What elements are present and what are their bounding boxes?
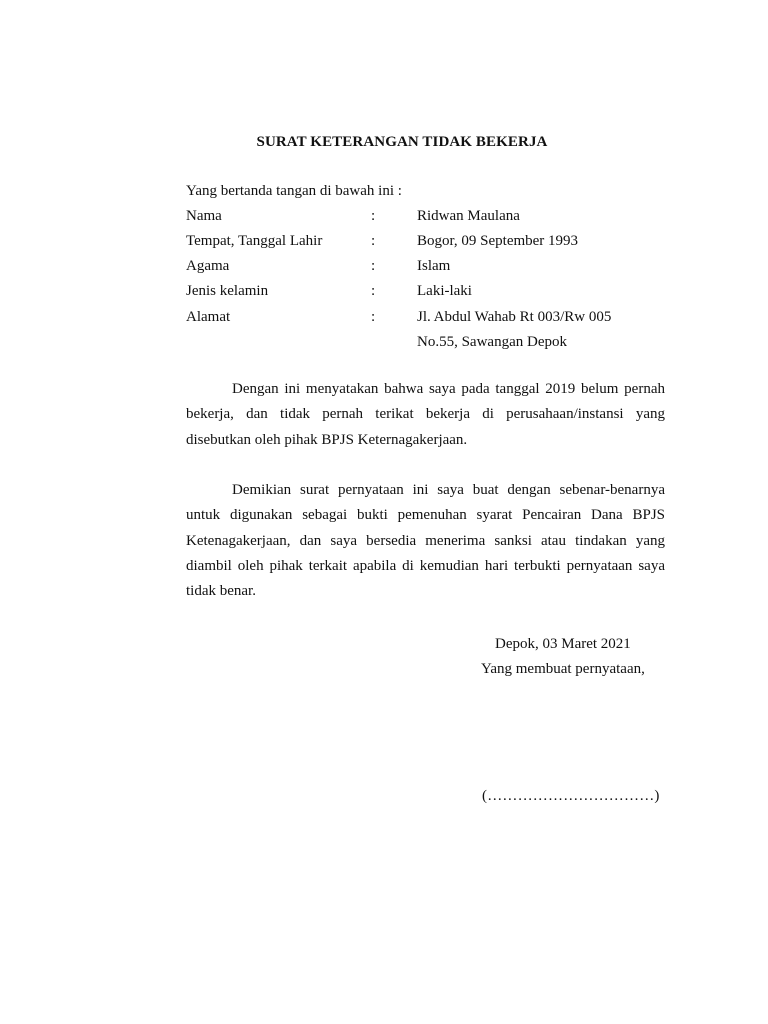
field-label: Alamat [186,309,231,325]
field-row-agama [186,258,666,278]
field-label: Tempat, Tanggal Lahir [186,233,323,249]
field-separator: : [371,208,376,224]
document-title: SURAT KETERANGAN TIDAK BEKERJA [256,134,548,150]
field-value: Jl. Abdul Wahab Rt 003/Rw 005 [417,309,612,325]
field-label: Jenis kelamin [186,283,269,299]
field-separator: : [371,309,376,325]
field-row-alamat-continued [186,334,666,354]
field-row-alamat [186,309,666,329]
intro-text: Yang bertanda tangan di bawah ini : [186,183,402,199]
field-value: Ridwan Maulana [417,208,520,224]
signature-placeholder: (……………………………) [482,788,660,804]
field-row-nama [186,208,666,228]
field-label: Nama [186,208,222,224]
statement-paragraph: Dengan ini menyatakan bahwa saya pada tanggal 2019 belum pernah bekerja, dan tidak pernah terikat bekerja di perusahaan/instansi yang disebutkan oleh pihak BPJS Keternagakerjaan. [186,381,665,448]
field-separator: : [371,283,376,299]
place-date: Depok, 03 Maret 2021 [495,636,631,652]
field-value: Islam [417,258,451,274]
maker-label: Yang membuat pernyataan, [481,661,645,677]
field-separator: : [371,233,376,249]
closing-paragraph: Demikian surat pernyataan ini saya buat dengan sebenar-benarnya untuk digunakan sebagai bukti pemenuhan syarat Pencairan Dana BPJS Ketenagakerjaan, dan saya bersedia menerima sanksi atau tindakan yang diambil oleh pihak terkait apabila di kemudian hari terbukti pernyataan saya tidak benar. [186,482,665,600]
field-row-tempat-tanggal-lahir [186,233,666,253]
field-row-jenis-kelamin [186,283,666,303]
field-separator: : [371,258,376,274]
address-line-2: No.55, Sawangan Depok [417,334,567,350]
field-label: Agama [186,258,230,274]
field-value: Bogor, 09 September 1993 [417,233,579,249]
field-value: Laki-laki [417,283,472,299]
